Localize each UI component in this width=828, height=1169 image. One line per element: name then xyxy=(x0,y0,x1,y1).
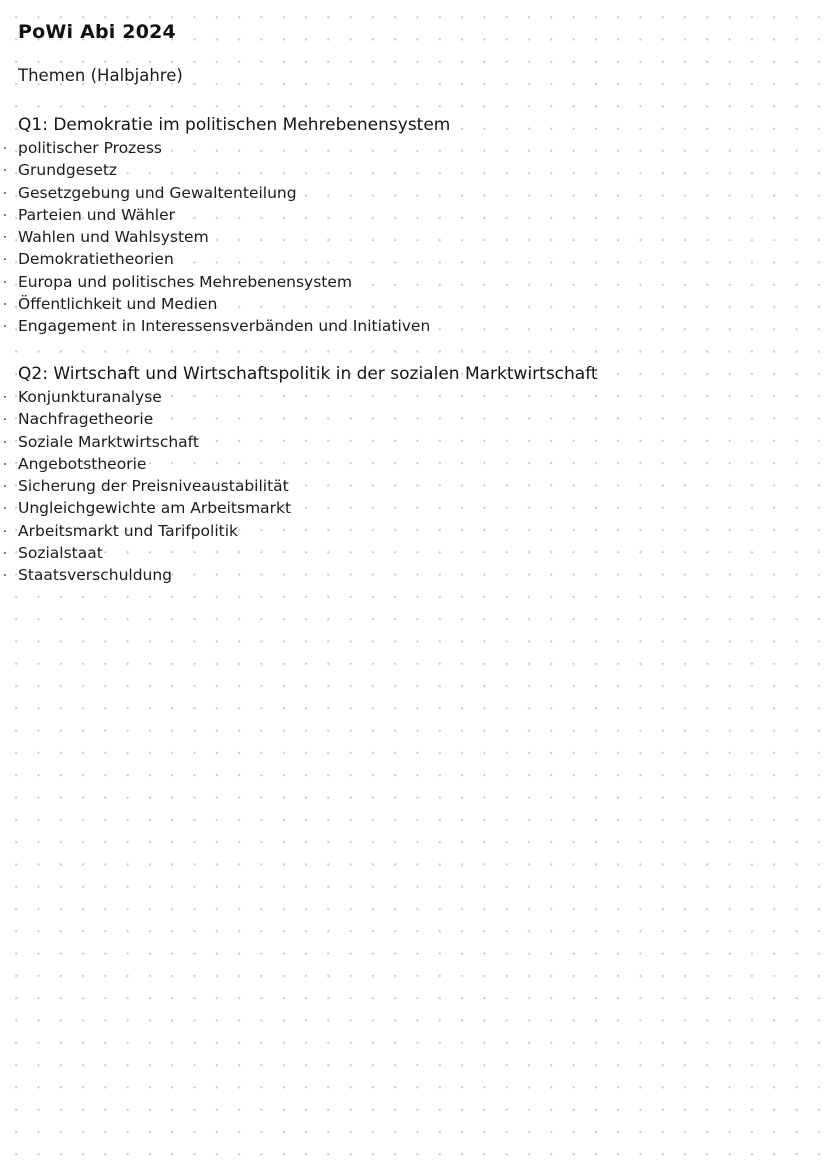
bullet-dot-icon xyxy=(4,530,6,532)
bullet-dot-icon xyxy=(4,463,6,465)
list-item xyxy=(0,159,828,181)
list-item-label: Demokratietheorien xyxy=(18,250,174,269)
bullet-dot-icon xyxy=(4,281,6,283)
list-item xyxy=(0,248,828,270)
list-item-label: Konjunkturanalyse xyxy=(18,388,162,406)
list-item-label: Parteien und Wähler xyxy=(18,205,176,224)
bullet-dot-icon xyxy=(4,574,6,576)
list-item xyxy=(0,315,828,337)
list-item-label: Grundgesetz xyxy=(18,161,118,180)
bullet-dot-icon xyxy=(4,258,6,260)
list-item xyxy=(0,542,828,564)
topic-list-q2 xyxy=(0,386,828,587)
list-item-label: Angebotstheorie xyxy=(18,454,147,473)
list-item-label: Ungleichgewichte am Arbeitsmarkt xyxy=(18,499,292,518)
list-item xyxy=(0,475,828,497)
page-title: PoWi Abi 2024 xyxy=(18,21,176,43)
bullet-dot-icon xyxy=(4,441,6,443)
bullet-dot-icon xyxy=(4,147,6,149)
bullet-dot-icon xyxy=(4,214,6,216)
bullet-dot-icon xyxy=(4,552,6,554)
topic-list-q1 xyxy=(0,137,828,338)
list-item-label: politischer Prozess xyxy=(18,139,162,157)
page-subtitle: Themen (Halbjahre) xyxy=(18,66,183,85)
bullet-dot-icon xyxy=(4,236,6,238)
list-item xyxy=(0,431,828,453)
list-item xyxy=(0,204,828,226)
list-item xyxy=(0,271,828,293)
bullet-dot-icon xyxy=(4,192,6,194)
list-item xyxy=(0,182,828,204)
list-item-label: Soziale Marktwirtschaft xyxy=(18,432,199,451)
bullet-dot-icon xyxy=(4,418,6,420)
list-item-label: Engagement in Interessensverbänden und Initiativen xyxy=(18,317,431,336)
list-item-label: Sicherung der Preisniveaustabilität xyxy=(18,477,289,496)
bullet-dot-icon xyxy=(4,303,6,305)
bullet-dot-icon xyxy=(4,485,6,487)
list-item xyxy=(0,564,828,586)
list-item-label: Gesetzgebung und Gewaltenteilung xyxy=(18,183,297,202)
list-item xyxy=(0,453,828,475)
bullet-dot-icon xyxy=(4,507,6,509)
list-item-label: Arbeitsmarkt und Tarifpolitik xyxy=(18,521,239,540)
list-item-label: Sozialstaat xyxy=(18,544,103,563)
bullet-dot-icon xyxy=(4,325,6,327)
list-item-label: Öffentlichkeit und Medien xyxy=(18,295,218,314)
section-heading-q1: Q1: Demokratie im politischen Mehrebenensystem xyxy=(18,115,451,135)
list-item-label: Staatsverschuldung xyxy=(18,566,173,585)
section-heading-q2: Q2: Wirtschaft und Wirtschaftspolitik in der sozialen Marktwirtschaft xyxy=(18,364,598,384)
list-item xyxy=(0,137,828,159)
list-item xyxy=(0,293,828,315)
list-item-label: Nachfragetheorie xyxy=(18,410,154,429)
list-item xyxy=(0,497,828,519)
section-q2 xyxy=(0,362,828,587)
list-item-label: Europa und politisches Mehrebenensystem xyxy=(18,272,352,291)
section-q1 xyxy=(0,113,828,338)
list-item xyxy=(0,386,828,408)
bullet-dot-icon xyxy=(4,396,6,398)
list-item xyxy=(0,408,828,430)
list-item xyxy=(0,520,828,542)
list-item-label: Wahlen und Wahlsystem xyxy=(18,228,209,247)
bullet-dot-icon xyxy=(4,169,6,171)
list-item xyxy=(0,226,828,248)
